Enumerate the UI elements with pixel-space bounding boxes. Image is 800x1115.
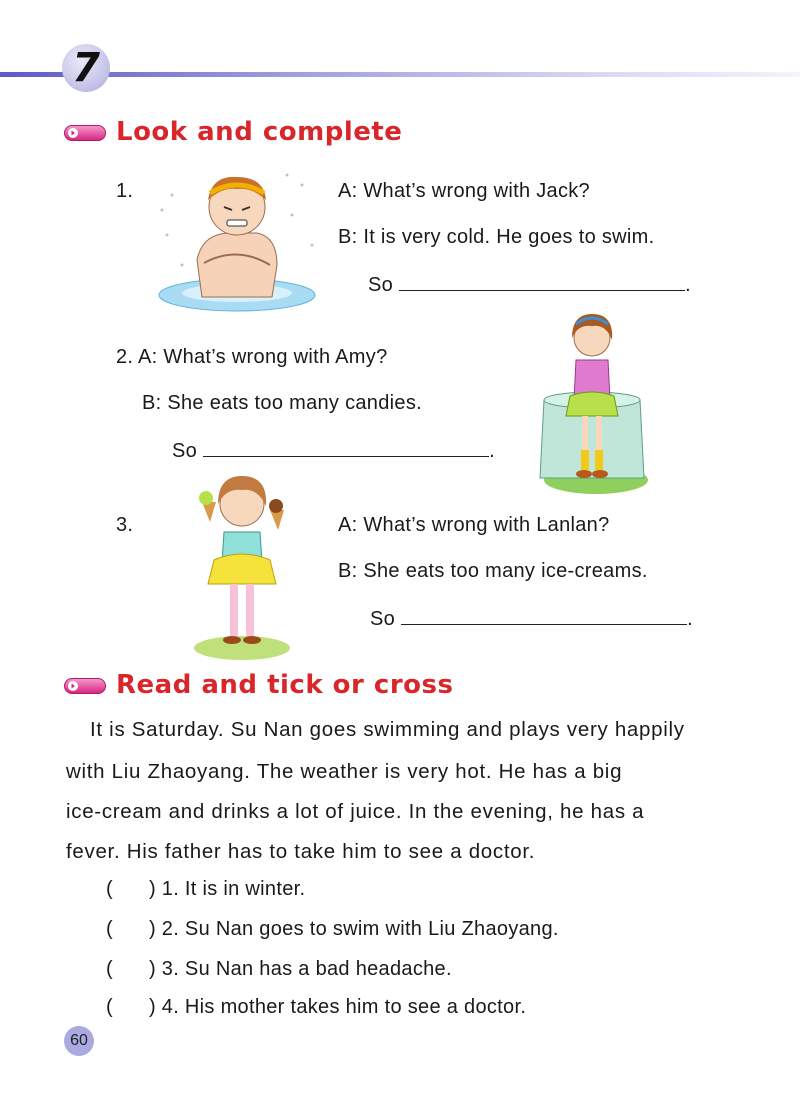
passage-line: fever. His father has to take him to see a doctor. (66, 840, 536, 863)
item-1-number: 1. (116, 180, 134, 202)
statement-row (106, 996, 526, 1019)
so-label: So (368, 274, 394, 296)
passage-line: with Liu Zhaoyang. The weather is very hot. He has a big (66, 760, 623, 783)
item-2-number: 2. (116, 346, 134, 368)
section-title-look-and-complete: Look and complete (116, 117, 403, 147)
jack-cold-illustration (152, 165, 322, 315)
so-label: So (172, 440, 198, 462)
item-1-so-line (368, 270, 691, 297)
tick-box-close[interactable]: ) (148, 996, 156, 1018)
tick-box-open[interactable]: ( (106, 996, 113, 1018)
lanlan-icecream-illustration (192, 462, 296, 662)
amy-candies-illustration (536, 300, 648, 496)
page-number-badge (64, 1026, 94, 1056)
tick-box-close[interactable]: ) (148, 918, 156, 940)
item-2-so-line (172, 436, 495, 463)
unit-badge (62, 44, 110, 92)
item-2-question-line (116, 346, 388, 369)
pill-icon (64, 125, 106, 141)
statement-row (106, 878, 305, 901)
period: . (685, 274, 691, 296)
item-3-number: 3. (116, 514, 134, 536)
statement-row (106, 958, 452, 981)
passage-line: It is Saturday. Su Nan goes swimming and plays very happily (90, 718, 685, 741)
tick-box-open[interactable]: ( (106, 918, 113, 940)
statement-text: 2. Su Nan goes to swim with Liu Zhaoyang. (161, 918, 559, 940)
unit-number: 7 (72, 45, 100, 91)
pill-icon (64, 678, 106, 694)
item-3-so-line (370, 604, 693, 631)
so-label: So (370, 608, 396, 630)
section-title-read-and-tick: Read and tick or cross (116, 670, 454, 700)
tick-box-close[interactable]: ) (148, 958, 156, 980)
item-2-answer: B: She eats too many candies. (142, 392, 422, 414)
item-1-question: A: What’s wrong with Jack? (338, 180, 590, 202)
item-1-answer: B: It is very cold. He goes to swim. (338, 226, 655, 248)
answer-blank[interactable] (401, 604, 687, 625)
tick-box-close[interactable]: ) (148, 878, 156, 900)
passage-line: ice-cream and drinks a lot of juice. In the evening, he has a (66, 800, 645, 823)
statement-text: 4. His mother takes him to see a doctor. (161, 996, 527, 1018)
header-rule (0, 72, 800, 77)
answer-blank[interactable] (203, 436, 489, 457)
page-number: 60 (70, 1032, 88, 1049)
answer-blank[interactable] (399, 270, 685, 291)
statement-text: 3. Su Nan has a bad headache. (161, 958, 452, 980)
item-3-question: A: What’s wrong with Lanlan? (338, 514, 610, 536)
statement-text: 1. It is in winter. (161, 878, 306, 900)
item-3-answer: B: She eats too many ice-creams. (338, 560, 648, 582)
period: . (489, 440, 495, 462)
tick-box-open[interactable]: ( (106, 878, 113, 900)
period: . (687, 608, 693, 630)
tick-box-open[interactable]: ( (106, 958, 113, 980)
statement-row (106, 918, 559, 941)
item-2-question: A: What’s wrong with Amy? (138, 346, 388, 368)
